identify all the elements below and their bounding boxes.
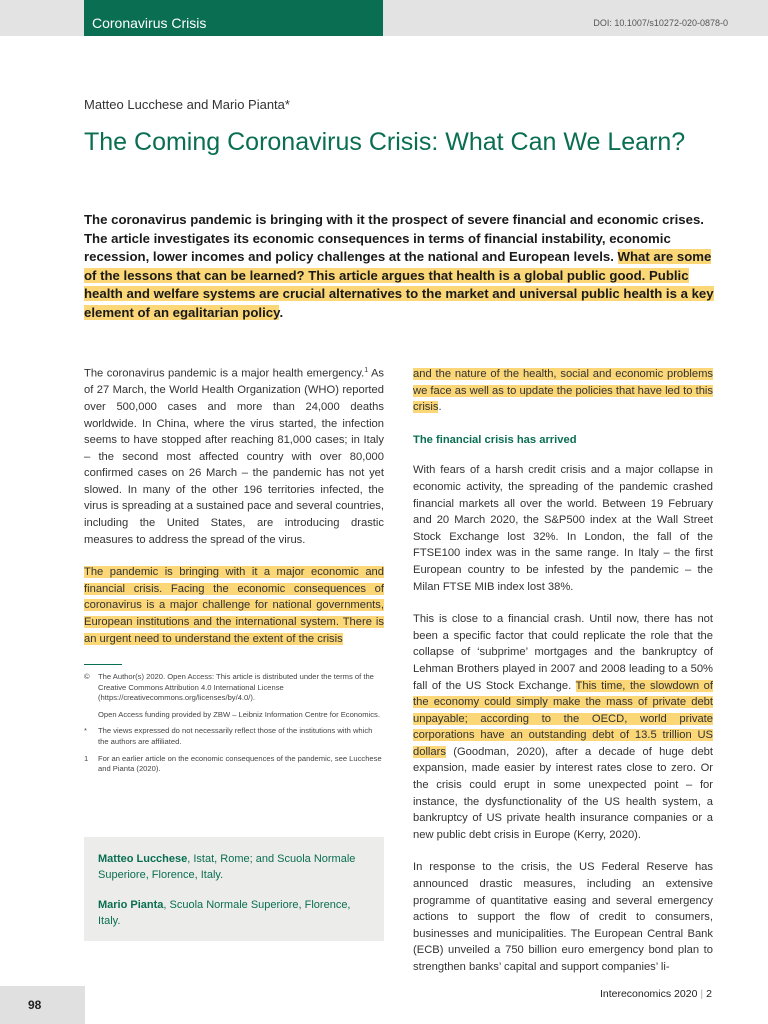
footnote-text: The views expressed do not necessarily reflect those of the institutions with which the authors are affiliated. bbox=[98, 726, 373, 746]
paragraph-highlight: and the nature of the health, social and economic problems we face as well as to update the policies that have led to this crisis bbox=[413, 368, 713, 414]
doi: DOI: 10.1007/s10272-020-0878-0 bbox=[593, 18, 728, 28]
footer-separator: | bbox=[700, 988, 704, 1000]
footnote bbox=[84, 672, 384, 704]
author-name: Matteo Lucchese bbox=[98, 853, 188, 865]
journal-issue: 2 bbox=[706, 988, 712, 1000]
left-column bbox=[84, 363, 384, 663]
paragraph bbox=[413, 366, 713, 416]
paragraph-text: (Goodman, 2020), after a decade of huge debt expansion, made easier by interest rates close to zero. Or the crisis could erupt in some unexpected point – for instance, the dysfunctionality of the US health system, a bankruptcy of US private health insurance companies or a new public debt crisis in Europe (Kerry, 2020). bbox=[413, 745, 713, 841]
affiliation bbox=[98, 897, 370, 929]
right-column bbox=[413, 366, 713, 992]
page-number: 98 bbox=[0, 986, 85, 1024]
footnotes bbox=[84, 672, 384, 781]
section-label: Coronavirus Crisis bbox=[84, 0, 383, 36]
section-heading: The financial crisis has arrived bbox=[413, 433, 577, 446]
footnote-ref: 1 bbox=[364, 367, 369, 374]
paragraph-highlight: The pandemic is bringing with it a major economic and financial crisis. Facing the economic consequences of coronavirus is a major challenge for national governments, European institutions and the international system. There is an urgent need to understand the extent of the crisis bbox=[84, 566, 384, 645]
footnote-text: For an earlier article on the economic consequences of the pandemic, see Lucchese and Pianta (2020). bbox=[98, 753, 382, 774]
paragraph: With fears of a harsh credit crisis and a major collapse in economic activity, the spreading of the pandemic crashed financial markets all over the world. Between 19 February and 20 March 2020, the S&P500 index at the Wall Street Stock Exchange lost 32%. In London, the fall of the FTSE100 index was in the same range. In Italy – the first European country to be infested by the pandemic – the Milan FTSE MIB index lost 38%. bbox=[413, 464, 713, 593]
author-name: Mario Pianta bbox=[98, 899, 164, 911]
paragraph-highlight: This time, the slowdown of the economy could simply make the mass of private debt unpayable; according to the OECD, world private corporations have an outstanding debt of 13.5 trillion US dollars bbox=[413, 679, 713, 758]
article-title: The Coming Coronavirus Crisis: What Can We Learn? bbox=[84, 128, 686, 156]
abstract bbox=[84, 211, 714, 322]
paragraph: In response to the crisis, the US Federal Reserve has announced drastic measures, including an extensive programme of quantitative easing and several emergency actions to support the flow of credit to consumers, businesses and municipalities. The European Central Bank (ECB) unveiled a 750 billion euro emergency bond plan to strengthen banks’ capital and support companies’ li- bbox=[413, 861, 713, 973]
footnote-divider bbox=[84, 664, 122, 665]
journal-name: Intereconomics 2020 bbox=[599, 988, 698, 1000]
footnote bbox=[84, 754, 384, 775]
article-authors: Matteo Lucchese and Mario Pianta* bbox=[84, 97, 290, 112]
paragraph bbox=[84, 363, 384, 548]
paragraph-end: . bbox=[438, 401, 442, 414]
journal-footer bbox=[600, 988, 712, 1000]
paragraph bbox=[413, 611, 713, 843]
footnote bbox=[84, 710, 384, 721]
footnote-mark: 1 bbox=[84, 753, 89, 763]
footnote bbox=[84, 726, 384, 747]
abstract-text: The coronavirus pandemic is bringing with it the prospect of severe financial and economic crises. The article investigates its economic consequences in terms of financial instability, economic recession, lower incomes and policy challenges at the national and European levels. bbox=[84, 212, 704, 264]
affiliation-detail: , Scuola Normale Superiore, Florence, Italy. bbox=[98, 899, 351, 927]
affiliation-detail: , Istat, Rome; and Scuola Normale Superiore, Florence, Italy. bbox=[98, 853, 356, 881]
paragraph-text: The coronavirus pandemic is a major health emergency. bbox=[84, 367, 365, 380]
abstract-highlight: What are some of the lessons that can be learned? This article argues that health is a global public good. Public health and welfare systems are crucial alternatives to the market and universal public health is a key element of an egalitarian policy bbox=[84, 249, 714, 320]
paragraph-text: This is close to a financial crash. Until now, there has not been a specific factor that could replicate the role that the collapse of ‘subprime’ mortgages and the bankruptcy of Lehman Brothers played in 2007 and 2008 leading to a 50% fall of the US Stock Exchange. bbox=[413, 613, 713, 692]
footnote-text: The Author(s) 2020. Open Access: This article is distributed under the terms of the Creative Commons Attribution 4.0 International License (https://creativecommons.org/licenses/by/4.0/). bbox=[98, 672, 374, 703]
paragraph bbox=[84, 564, 384, 647]
footnote-mark: © bbox=[84, 672, 90, 681]
footnote-mark bbox=[84, 710, 98, 721]
footnote-text: Open Access funding provided by ZBW – Leibniz Information Centre for Economics. bbox=[98, 709, 380, 719]
affiliation bbox=[98, 851, 370, 883]
author-affiliations bbox=[84, 837, 384, 941]
abstract-end: . bbox=[279, 304, 284, 320]
paragraph-text: As of 27 March, the World Health Organization (WHO) reported over 500,000 cases and more than 24,000 deaths worldwide. In China, where the virus started, the infection seems to have stopped after reaching 81,000 cases; in Italy – the second most affected country with over 80,000 confirmed cases on 26 March – the pandemic has not yet slowed. In many of the other 196 territories infected, the virus is spreading at a sustained pace and several countries, including the United States, are introducing drastic measures to address the spread of the virus. bbox=[84, 367, 385, 546]
footnote-mark: * bbox=[84, 726, 87, 736]
